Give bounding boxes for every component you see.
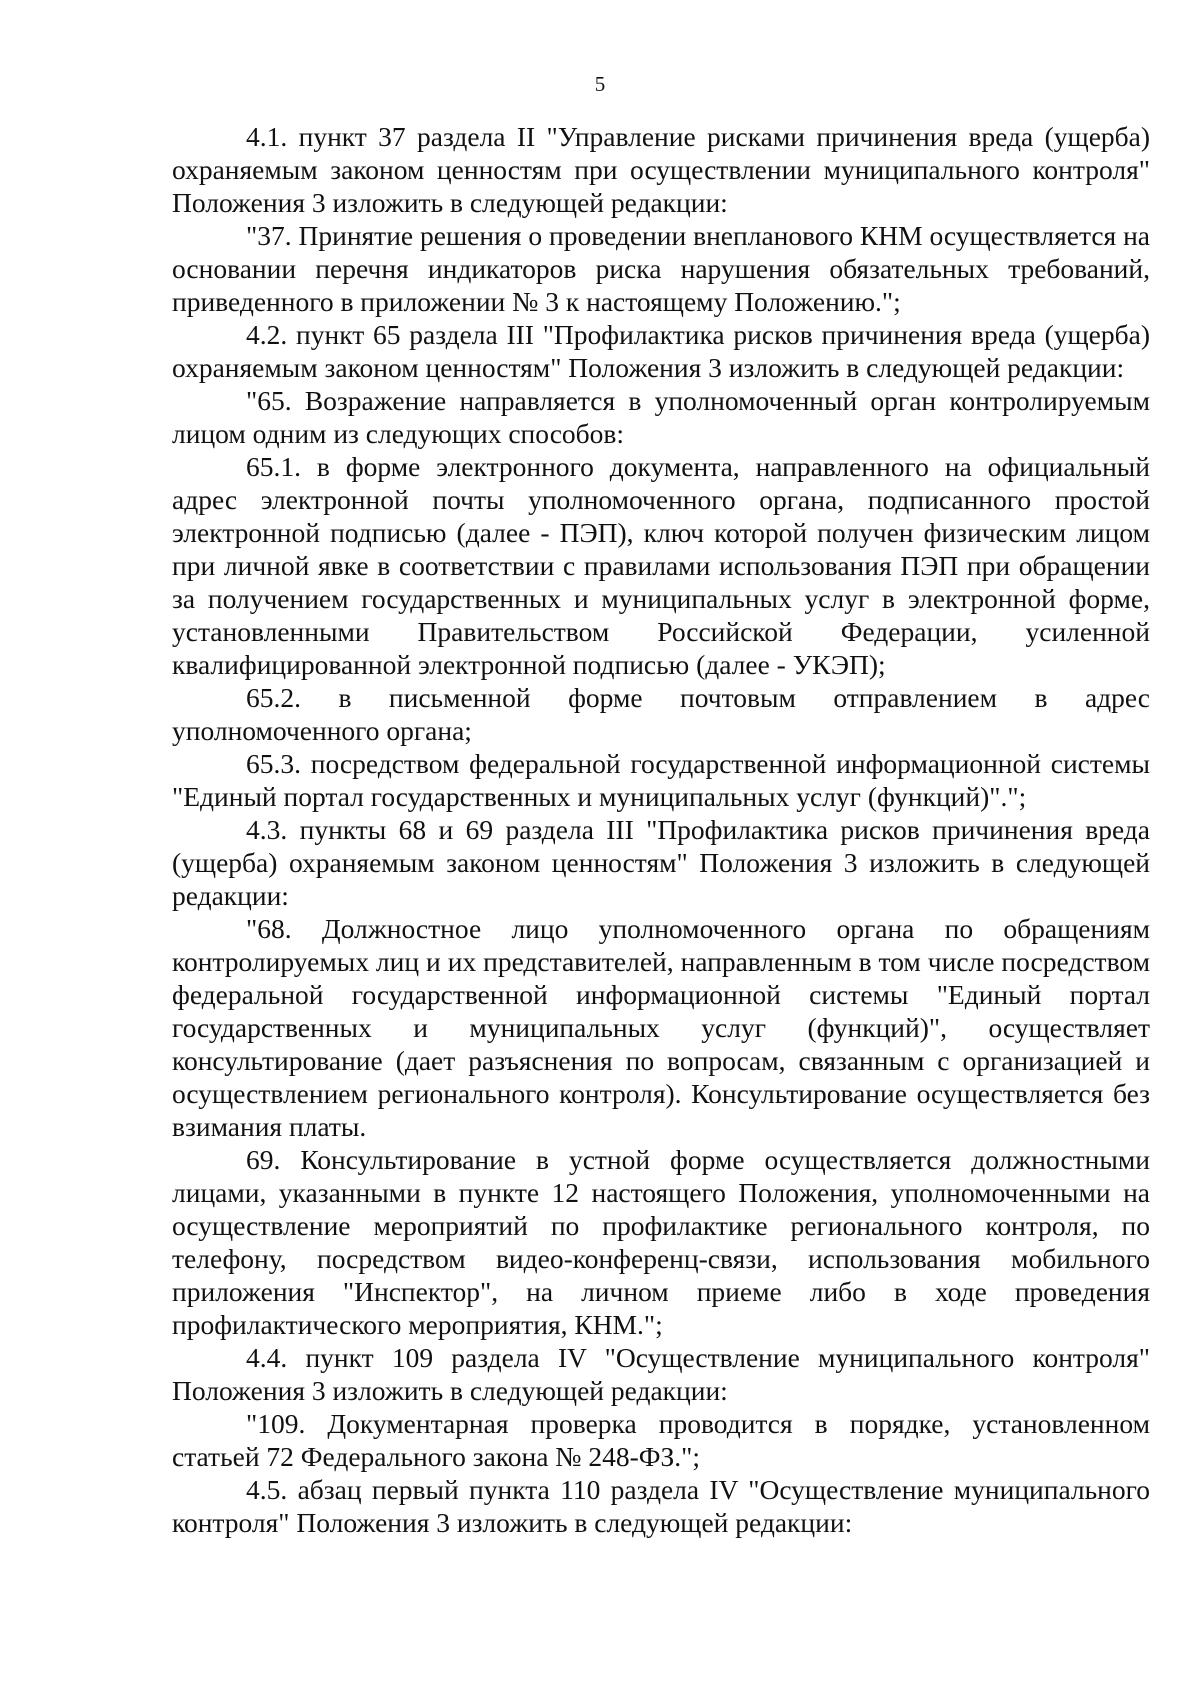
paragraph-4-5: 4.5. абзац первый пункта 110 раздела IV "Осуществление муниципального контроля" Положения 3 изложить в следующей редакции: bbox=[172, 1474, 1150, 1538]
paragraph-4-2: 4.2. пункт 65 раздела III "Профилактика рисков причинения вреда (ущерба) охраняемым законом ценностям" Положения 3 изложить в следующей редакции: bbox=[172, 319, 1150, 383]
paragraph-65-1: 65.1. в форме электронного документа, направленного на официальный адрес электронной почты уполномоченного органа, подписанного простой электронной подписью (далее - ПЭП), ключ которой получен физическим лицом при личной явке в соответствии с правилами использования ПЭП при обращении за получением государственных и муниципальных услуг в электронной форме, установленными Правительством Российской Федерации, усиленной квалифицированной электронной подписью (далее - УКЭП); bbox=[172, 451, 1150, 680]
paragraph-109: "109. Документарная проверка проводится в порядке, установленном статьей 72 Федерального закона № 248-ФЗ."; bbox=[172, 1408, 1150, 1472]
paragraph-4-3: 4.3. пункты 68 и 69 раздела III "Профилактика рисков причинения вреда (ущерба) охраняемым законом ценностям" Положения 3 изложить в следующей редакции: bbox=[172, 814, 1150, 911]
paragraph-37: "37. Принятие решения о проведении внепланового КНМ осуществляется на основании перечня индикаторов риска нарушения обязательных требований, приведенного в приложении № 3 к настоящему Положению."; bbox=[172, 220, 1150, 317]
page-number: 5 bbox=[594, 72, 606, 96]
paragraph-4-4: 4.4. пункт 109 раздела IV "Осуществление муниципального контроля" Положения 3 изложить в следующей редакции: bbox=[172, 1342, 1150, 1406]
paragraph-65-3: 65.3. посредством федеральной государственной информационной системы "Единый портал государственных и муниципальных услуг (функций)"."; bbox=[172, 748, 1150, 812]
paragraph-65: "65. Возражение направляется в уполномоченный орган контролируемым лицом одним из следующих способов: bbox=[172, 385, 1150, 449]
paragraph-4-1: 4.1. пункт 37 раздела II "Управление рисками причинения вреда (ущерба) охраняемым законом ценностям при осуществлении муниципального контроля" Положения 3 изложить в следующей редакции: bbox=[172, 121, 1150, 218]
paragraph-65-2: 65.2. в письменной форме почтовым отправлением в адрес уполномоченного органа; bbox=[172, 682, 1150, 746]
document-body bbox=[172, 120, 1150, 1539]
paragraph-69: 69. Консультирование в устной форме осуществляется должностными лицами, указанными в пункте 12 настоящего Положения, уполномоченными на осуществление мероприятий по профилактике регионального контроля, по телефону, посредством видео-конференц-связи, использования мобильного приложения "Инспектор", на личном приеме либо в ходе проведения профилактического мероприятия, КНМ."; bbox=[172, 1144, 1150, 1340]
paragraph-68: "68. Должностное лицо уполномоченного органа по обращениям контролируемых лиц и их представителей, направленным в том числе посредством федеральной государственной информационной системы "Единый портал государственных и муниципальных услуг (функций)", осуществляет консультирование (дает разъяснения по вопросам, связанным с организацией и осуществлением регионального контроля). Консультирование осуществляется без взимания платы. bbox=[172, 913, 1150, 1142]
